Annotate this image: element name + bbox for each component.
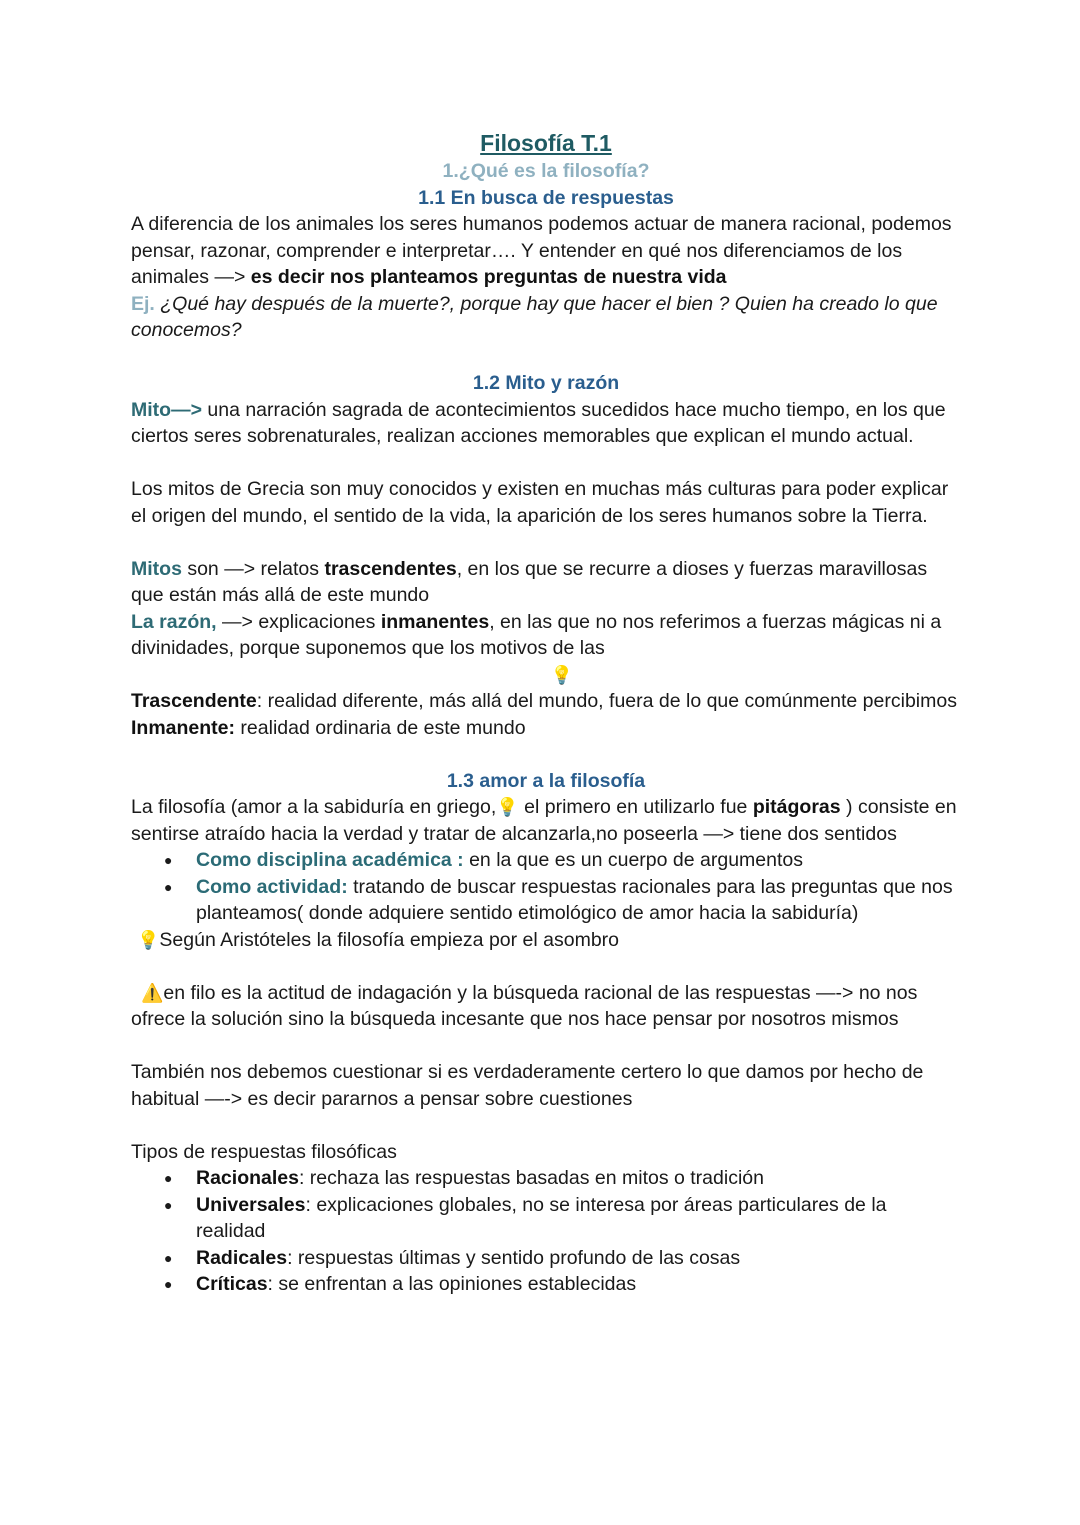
warning-icon: ⚠️: [141, 982, 164, 1003]
tipos-list: [131, 1165, 961, 1298]
document-page: [131, 128, 961, 1298]
paragraph-intro: A diferencia de los animales los seres humanos podemos actuar de manera racional, podemos pensar, razonar, comprender e interpretar…. Y entender en qué nos diferenciamos de los animales —> es decir nos planteamos preguntas de nuestra vida: [131, 213, 952, 288]
tipos-heading: Tipos de respuestas filosóficas: [131, 1140, 397, 1163]
paragraph-grecia: Los mitos de Grecia son muy conocidos y existen en muchas más culturas para poder explicar el origen del mundo, el sentido de la vida, la aparición de los seres humanos sobre la Tierra.: [131, 478, 949, 527]
paragraph-example: Ej. ¿Qué hay después de la muerte?, porque hay que hacer el bien ? Quien ha creado lo que conocemos?: [131, 292, 938, 341]
sentidos-list: [131, 847, 961, 927]
list-item: ● Críticas: se enfrentan a las opiniones establecidas: [131, 1271, 961, 1298]
list-item: ● Racionales: rechaza las respuestas basadas en mitos o tradición: [131, 1165, 961, 1192]
definition-inmanente: Inmanente: realidad ordinaria de este mundo: [131, 716, 526, 739]
list-item: ● Radicales: respuestas últimas y sentido profundo de las cosas: [131, 1245, 961, 1272]
list-item: ● Como disciplina académica : en la que es un cuerpo de argumentos: [131, 847, 961, 874]
paragraph-mitos: Mitos son —> relatos trascendentes, en los que se recurre a dioses y fuerzas maravillosas que están más allá de este mundo: [131, 557, 928, 606]
paragraph-aristoteles: 💡Según Aristóteles la filosofía empieza por el asombro: [137, 928, 620, 951]
list-item: ● Como actividad: tratando de buscar respuestas racionales para las preguntas que nos planteamos( donde adquiere sentido etimológico de amor hacia la sabiduría): [131, 874, 961, 927]
section-1-heading: 1.¿Qué es la filosofía?: [442, 160, 650, 182]
doc-title: Filosofía T.1: [480, 130, 612, 156]
subsection-1-1-heading: 1.1 En busca de respuestas: [418, 186, 674, 209]
subsection-1-2-heading: 1.2 Mito y razón: [472, 372, 620, 394]
paragraph-filosofia: La filosofía (amor a la sabiduría en griego,💡 el primero en utilizarlo fue pitágoras ) consiste en sentirse atraído hacia la verdad y tratar de alcanzarla,no poseerla —> tiene dos sentidos: [131, 796, 957, 845]
lightbulb-icon: 💡: [550, 664, 574, 685]
lightbulb-icon: 💡: [496, 797, 519, 817]
paragraph-filo: ⚠️en filo es la actitud de indagación y la búsqueda racional de las respuestas —-> no nos ofrece la solución sino la búsqueda incesante que nos hace pensar por nosotros mismos: [131, 981, 918, 1030]
paragraph-tambien: También nos debemos cuestionar si es verdaderamente certero lo que damos por hecho de habitual —-> es decir pararnos a pensar sobre cuestiones: [131, 1061, 924, 1110]
paragraph-mito: Mito—> una narración sagrada de acontecimientos sucedidos hace mucho tiempo, en los que ciertos seres sobrenaturales, realizan acciones memorables que explican el mundo actual.: [131, 398, 946, 447]
definition-trascendente: Trascendente: realidad diferente, más allá del mundo, fuera de lo que comúnmente percibimos: [131, 690, 957, 712]
paragraph-razon: La razón, —> explicaciones inmanentes, en las que no nos referimos a fuerzas mágicas ni a divinidades, porque suponemos que los motivos de las: [131, 610, 942, 659]
list-item: ● Universales: explicaciones globales, no se interesa por áreas particulares de la realidad: [131, 1192, 961, 1245]
lightbulb-icon: 💡: [137, 929, 160, 950]
subsection-1-3-heading: 1.3 amor a la filosofía: [446, 769, 646, 792]
